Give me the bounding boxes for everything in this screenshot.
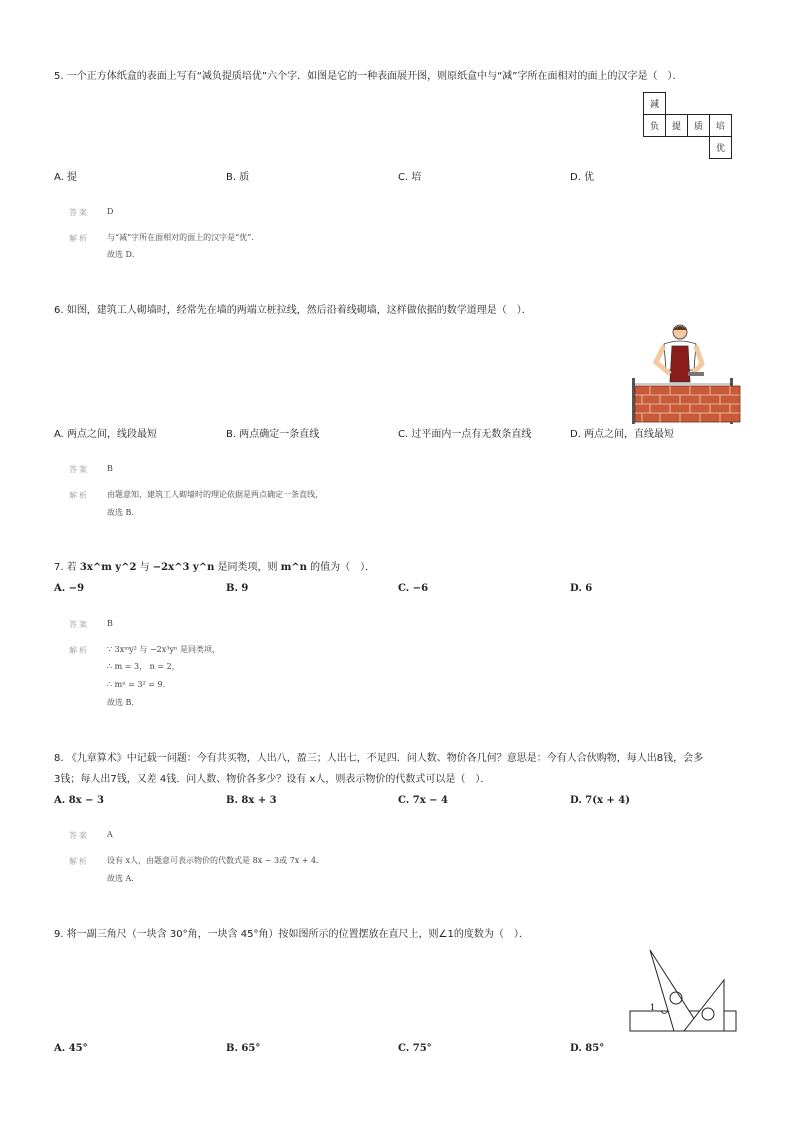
q7-stem-text: 与	[136, 562, 153, 573]
q5-option-b: B. 质	[226, 172, 250, 183]
q7-stem-text: 是同类项，则	[214, 562, 281, 573]
q5-analysis-line: 与“减”字所在面相对的面上的汉字是“优”．	[107, 233, 260, 242]
q5-option-a: A. 提	[54, 172, 78, 183]
q7-option-a: A. −9	[54, 583, 85, 594]
analysis-label: 解析	[69, 646, 89, 655]
q7-stem	[54, 561, 375, 575]
q7-analysis-line: ∴ mⁿ = 3² = 9．	[107, 680, 171, 689]
q9-option-c: C. 75°	[398, 1043, 432, 1054]
net-cell: 减	[644, 93, 666, 115]
analysis-label: 解析	[69, 234, 89, 243]
q8-option-b: B. 8x + 3	[226, 795, 277, 806]
net-cell: 提	[666, 115, 688, 137]
q8-analysis-line: 故选 A．	[107, 874, 140, 883]
cube-net-figure	[643, 92, 732, 159]
answer-label: 答案	[69, 208, 89, 217]
q6-analysis-line: 故选 B．	[107, 508, 140, 517]
q6-option-c: C. 过平面内一点有无数条直线	[398, 429, 532, 440]
q7-analysis-line: ∵ 3xᵐy² 与 −2x³yⁿ 是同类项，	[107, 645, 220, 654]
q5-analysis-line: 故选 D．	[107, 250, 140, 259]
q8-analysis-line: 设有 x人，由题意可表示物价的代数式是 8x − 3或 7x + 4．	[107, 856, 325, 865]
q7-term-1: 3x^m y^2	[79, 562, 137, 573]
q8-option-d: D. 7(x + 4)	[570, 795, 630, 806]
q5-option-c: C. 培	[398, 172, 422, 183]
q6-option-d: D. 两点之间，直线最短	[570, 429, 675, 440]
q9-option-b: B. 65°	[226, 1043, 261, 1054]
net-cell: 优	[710, 137, 732, 159]
q7-stem-text: 的值为（ ）．	[306, 562, 376, 573]
bricklayer-figure	[630, 322, 742, 424]
net-cell: 质	[688, 115, 710, 137]
q8-stem-line-1: 8. 《九章算术》中记载一问题：今有共买物，人出八，盈三；人出七，不足四．问人数、物价各几何？意思是：今有人合伙购物，每人出8钱，会多	[54, 753, 704, 764]
q7-stem-text: 7. 若	[54, 562, 80, 573]
analysis-label: 解析	[69, 857, 89, 866]
q7-answer: B	[107, 619, 113, 628]
q8-option-a: A. 8x − 3	[54, 795, 104, 806]
q6-stem: 6. 如图，建筑工人砌墙时，经常先在墙的两端立桩拉线，然后沿着线砌墙，这样做依据的数学道理是（ ）．	[54, 305, 532, 316]
angle-1-label: 1	[650, 1003, 656, 1012]
q9-stem: 9. 将一副三角尺（一块含 30°角，一块含 45°角）按如图所示的位置摆放在直尺上，则∠1的度数为（ ）．	[54, 929, 529, 940]
q8-answer: A	[107, 830, 113, 839]
q8-option-c: C. 7x − 4	[398, 795, 448, 806]
answer-label: 答案	[69, 620, 89, 629]
net-cell: 培	[710, 115, 732, 137]
answer-label: 答案	[69, 831, 89, 840]
q6-analysis-line: 由题意知，建筑工人砌墙时的理论依据是两点确定一条直线，	[107, 490, 323, 499]
q7-term-2: −2x^3 y^n	[152, 562, 215, 573]
q7-analysis-line: 故选 B．	[107, 698, 140, 707]
net-cell: 负	[644, 115, 666, 137]
q6-answer: B	[107, 464, 113, 473]
q6-option-a: A. 两点之间，线段最短	[54, 429, 158, 440]
answer-label: 答案	[69, 465, 89, 474]
q9-option-a: A. 45°	[54, 1043, 88, 1054]
q7-option-d: D. 6	[570, 583, 593, 594]
analysis-label: 解析	[69, 491, 89, 500]
q6-option-b: B. 两点确定一条直线	[226, 429, 320, 440]
q9-option-d: D. 85°	[570, 1043, 605, 1054]
q7-term-3: m^n	[280, 562, 307, 573]
q7-option-c: C. −6	[398, 583, 429, 594]
triangle-rulers-figure	[628, 946, 740, 1036]
q5-stem: 5. 一个正方体纸盒的表面上写有“减负提质培优”六个字．如图是它的一种表面展开图，则原纸盒中与“减”字所在面相对的面上的汉字是（ ）．	[54, 71, 683, 82]
q8-stem-line-2: 3钱；每人出7钱，又差 4钱．问人数、物价各多少？设有 x人，则表示物价的代数式可以是（ ）．	[54, 774, 491, 785]
q5-answer: D	[107, 207, 114, 216]
q7-option-b: B. 9	[226, 583, 249, 594]
q7-analysis-line: ∴ m = 3， n = 2，	[107, 662, 180, 671]
q5-option-d: D. 优	[570, 172, 595, 183]
